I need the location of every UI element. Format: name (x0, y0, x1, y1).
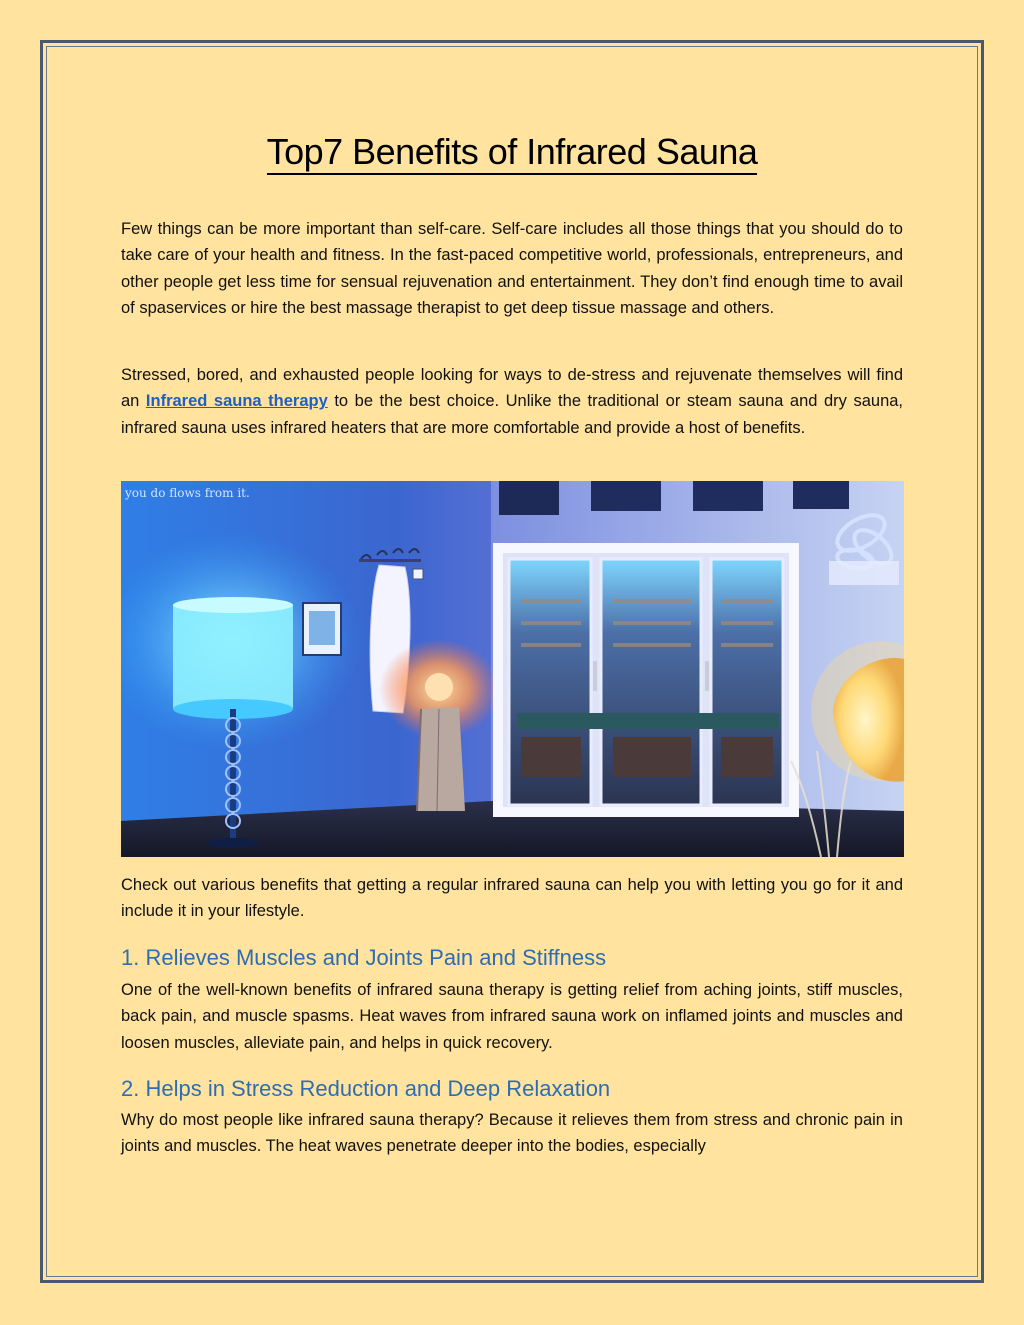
second-paragraph: Stressed, bored, and exhausted people looking for ways to de-stress and rejuvenate themselves will find an Infrared sauna therapy to be the best choice. Unlike the traditional or steam sauna and dry sauna, infrared sauna uses infrared heaters that are more comfortable and provide a host of benefits. (121, 366, 904, 437)
intro-paragraph: Few things can be more important than self-care. Self-care includes all those things that you should do to take care of your health and fitness. In the fast-paced competitive world, professionals, entrepreneurs, and other people get less time for sensual rejuvenation and entertainment. They don’t find enough time to avail of spaservices or hire the best massage therapist to get deep tissue massage and others. (121, 220, 903, 318)
after-image-paragraph: Check out various benefits that getting a regular infrared sauna can help you with letting you go for it and include it in your lifestyle. (121, 876, 903, 921)
section-body: One of the well-known benefits of infrared sauna therapy is getting relief from aching joints, stiff muscles, back pain, and muscle spasms. Heat waves from infrared sauna work on inflamed joints and muscles and loosen muscles, alleviate pain, and helps in quick recovery. (121, 981, 903, 1052)
infrared-sauna-therapy-link[interactable]: Infrared sauna therapy (145, 392, 328, 411)
wall-text: you do flows from it. (125, 486, 250, 500)
document-title: Top7 Benefits of Infrared Sauna (0, 128, 1024, 176)
section-body: Why do most people like infrared sauna therapy? Because it relieves them from stress and chronic pain in joints and muscles. The heat waves penetrate deeper into the bodies, especially (121, 1111, 903, 1156)
sauna-room-photo (121, 481, 904, 857)
section-heading: 1. Relieves Muscles and Joints Pain and Stiffness (121, 945, 607, 970)
section-heading: 2. Helps in Stress Reduction and Deep Relaxation (121, 1076, 611, 1101)
